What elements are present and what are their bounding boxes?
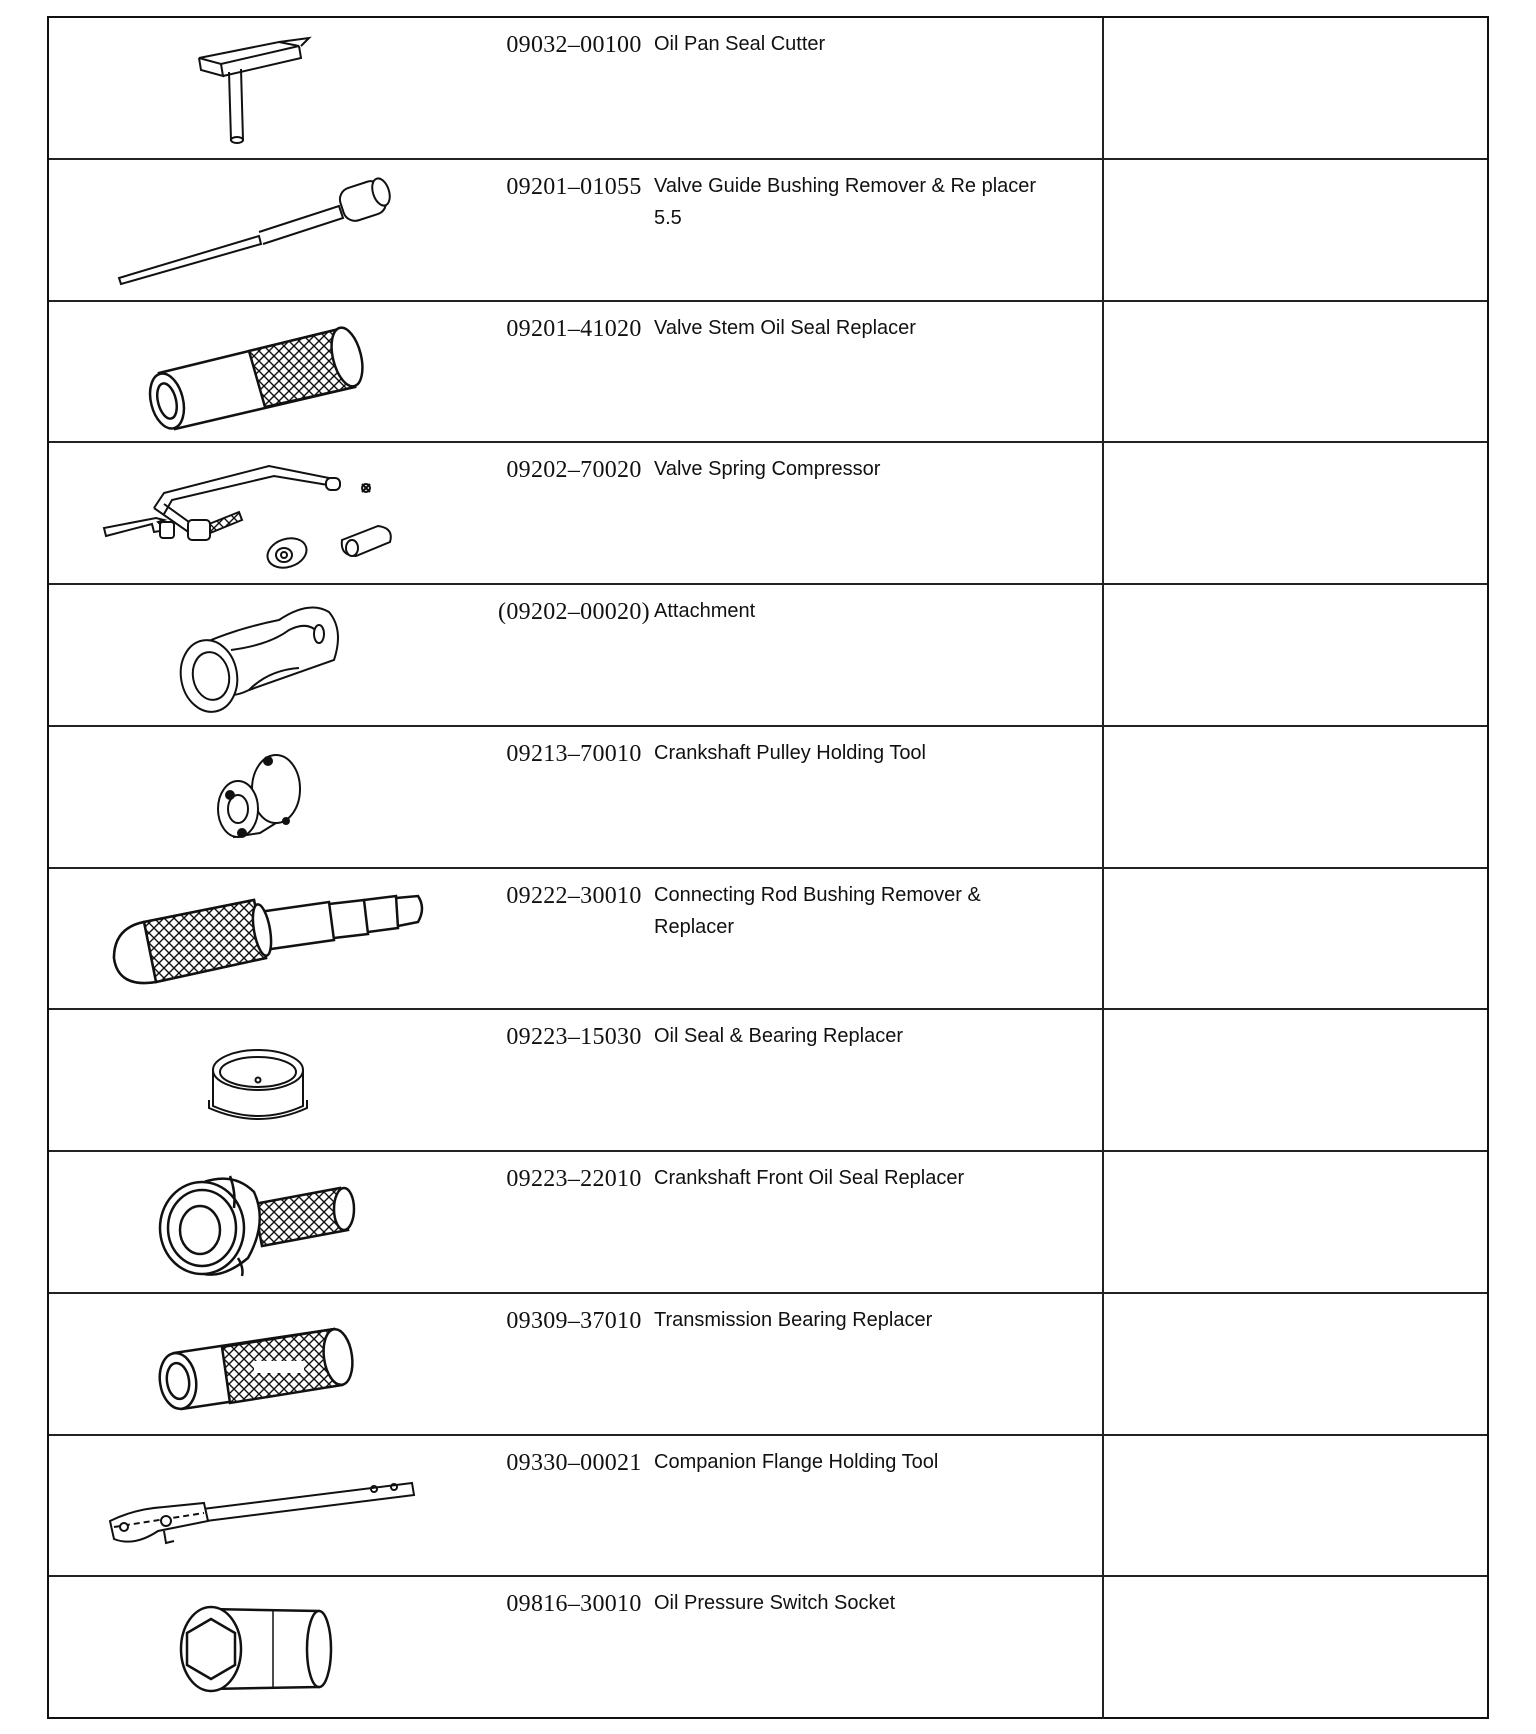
tool-name: Attachment: [654, 600, 756, 622]
companion-flange-holder-icon: [94, 1455, 424, 1555]
tool-illustration: [49, 18, 469, 158]
table-row: [49, 727, 1487, 869]
oil-pressure-switch-socket-icon: [169, 1593, 349, 1703]
notes-cell: [1102, 1010, 1489, 1150]
tool-illustration: [49, 869, 469, 1009]
tool-name: Oil Pan Seal Cutter: [654, 33, 826, 55]
tool-illustration: [49, 1010, 469, 1150]
part-number: 09309–37010: [506, 1307, 642, 1334]
notes-cell: [1102, 443, 1489, 583]
transmission-bearing-replacer-icon: [144, 1309, 374, 1419]
table-row: [49, 160, 1487, 302]
tool-illustration: [49, 1152, 469, 1292]
part-number: 09223–22010: [506, 1166, 642, 1192]
table-row: [49, 869, 1487, 1011]
part-number: 09222–30010: [506, 882, 642, 909]
notes-cell: [1102, 1436, 1489, 1576]
table-row: [49, 1577, 1487, 1719]
tool-illustration: [49, 1436, 469, 1576]
oil-seal-bearing-replacer-icon: [199, 1030, 319, 1130]
part-number: 09330–00021: [506, 1449, 642, 1476]
notes-cell: [1102, 302, 1489, 442]
part-number: 09213–70010: [506, 740, 642, 767]
tool-name: Valve Guide Bushing Remover & Re placer 5.5: [654, 174, 1037, 229]
table-row: [49, 18, 1487, 160]
attachment-icon: [159, 590, 359, 720]
part-number: 09816–30010: [506, 1591, 642, 1618]
tool-illustration: [49, 1294, 469, 1434]
notes-cell: [1102, 585, 1489, 725]
tool-illustration: [49, 727, 469, 867]
valve-stem-seal-replacer-icon: [129, 311, 389, 431]
table-row: [49, 1152, 1487, 1294]
crankshaft-front-seal-replacer-icon: [144, 1162, 374, 1282]
tool-name: Valve Stem Oil Seal Replacer: [654, 316, 916, 339]
notes-cell: [1102, 18, 1489, 158]
tool-illustration: [49, 1577, 469, 1719]
table-row: [49, 302, 1487, 444]
notes-cell: [1102, 1294, 1489, 1434]
crankshaft-pulley-holder-icon: [194, 737, 324, 857]
notes-cell: [1102, 869, 1489, 1009]
tool-name: Oil Pressure Switch Socket: [654, 1592, 896, 1615]
notes-cell: [1102, 1152, 1489, 1292]
tool-illustration: [49, 585, 469, 725]
notes-cell: [1102, 1577, 1489, 1719]
tool-name: Oil Seal & Bearing Replacer: [654, 1025, 904, 1048]
tool-illustration: [49, 160, 469, 300]
tool-illustration: [49, 302, 469, 442]
connecting-rod-bushing-tool-icon: [84, 878, 434, 998]
table-row: [49, 1436, 1487, 1578]
valve-guide-bushing-tool-icon: [109, 170, 409, 290]
part-number: 09202–70020: [506, 457, 642, 484]
oil-pan-seal-cutter-icon: [169, 28, 349, 148]
part-number: 09032–00100: [506, 32, 642, 58]
tool-name: Crankshaft Pulley Holding Tool: [654, 741, 927, 764]
part-number: 09201–41020: [506, 315, 642, 342]
tool-name: Valve Spring Compressor: [654, 458, 881, 481]
special-tools-table: [47, 16, 1489, 1719]
part-number: 09201–01055: [506, 173, 642, 200]
notes-cell: [1102, 727, 1489, 867]
table-row: [49, 443, 1487, 585]
table-row: [49, 1294, 1487, 1436]
tool-illustration: [49, 443, 469, 583]
valve-spring-compressor-icon: [94, 448, 424, 578]
tool-name: Transmission Bearing Replacer: [654, 1308, 933, 1331]
tool-name: Connecting Rod Bushing Remover & Replacer: [654, 883, 981, 938]
tool-name: Crankshaft Front Oil Seal Replacer: [654, 1167, 965, 1189]
tool-name: Companion Flange Holding Tool: [654, 1450, 939, 1473]
part-number: (09202–00020): [498, 599, 650, 625]
table-row: [49, 585, 1487, 727]
table-row: [49, 1010, 1487, 1152]
part-number: 09223–15030: [506, 1024, 642, 1051]
notes-cell: [1102, 160, 1489, 300]
